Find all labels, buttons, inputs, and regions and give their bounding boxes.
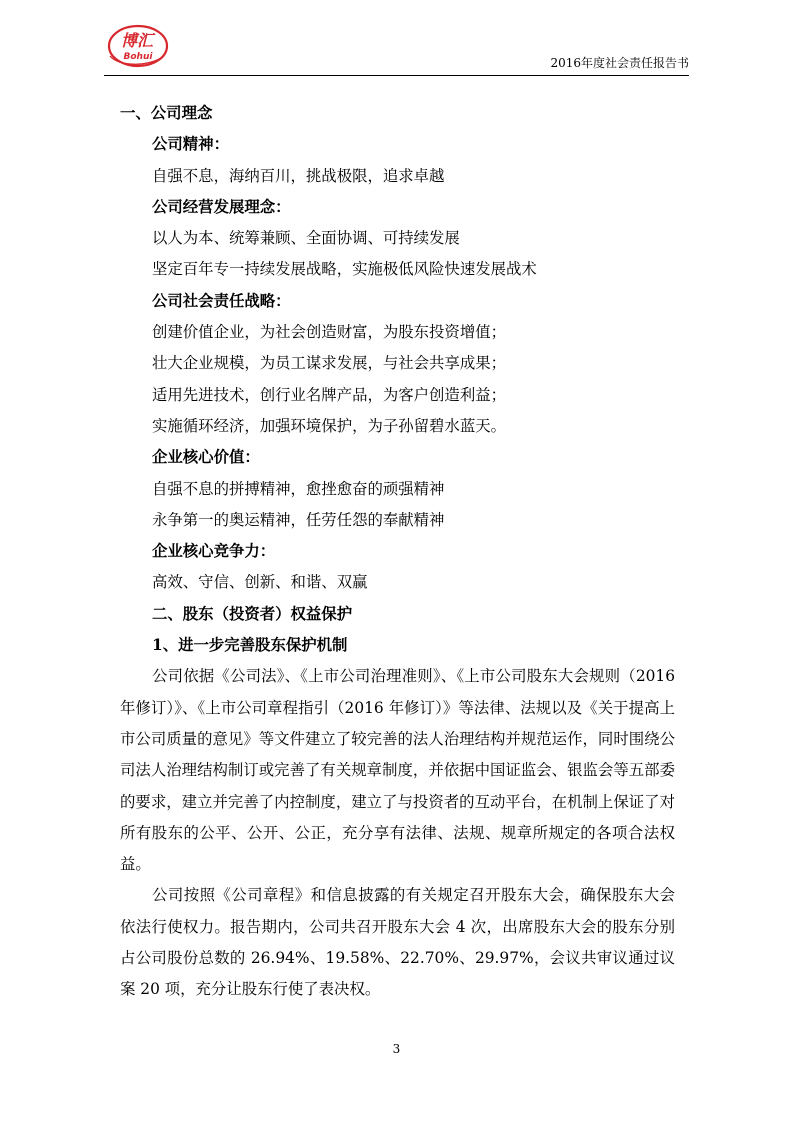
text-line: 自强不息的拼搏精神，愈挫愈奋的顽强精神 bbox=[152, 479, 445, 498]
page-content bbox=[120, 98, 675, 1006]
bohui-logo bbox=[104, 20, 170, 70]
paragraph-shareholder-meetings: 公司按照《公司章程》和信息披露的有关规定召开股东大会，确保股东大会依法行使权力。报告期内，公司共召开股东大会 4 次，出席股东大会的股东分别占公司股份总数的 26.94%、19.58%、22.70%、29.97%，会议共审议通过议案 20 项，充分让股东行使了表决权。 bbox=[120, 886, 675, 999]
paragraph-governance: 公司依据《公司法》、《上市公司治理准则》、《上市公司股东大会规则（2016年修订）》、《上市公司章程指引（2016 年修订）》等法律、法规以及《关于提高上市公司质量的意见》等文件建立了较完善的法人治理结构并规范运作，同时围绕公司法人治理结构制订或完善了有关规章制度，并依据中国证监会、银监会等五部委的要求，建立并完善了内控制度，建立了与投资者的互动平台，在机制上保证了对所有股东的公平、公开、公正，充分享有法律、法规、规章所规定的各项合法权益。 bbox=[120, 667, 675, 874]
page-number: 3 bbox=[392, 1042, 401, 1056]
logo-subtext: Bohui bbox=[123, 52, 153, 62]
text-line: 创建价值企业，为社会创造财富，为股东投资增值； bbox=[152, 323, 506, 342]
subheading-core-competitiveness: 企业核心竞争力： bbox=[152, 542, 276, 561]
section-heading-shareholder-protection: 二、股东（投资者）权益保护 bbox=[152, 604, 353, 623]
report-title: 2016年度社会责任报告书 bbox=[550, 56, 689, 70]
subheading-core-values: 企业核心价值： bbox=[152, 448, 260, 467]
text-line: 壮大企业规模，为员工谋求发展，与社会共享成果； bbox=[152, 354, 506, 373]
subheading-business-philosophy: 公司经营发展理念： bbox=[152, 197, 291, 216]
bohui-logo-mark bbox=[104, 20, 170, 70]
section-heading-company-philosophy: 一、公司理念 bbox=[120, 104, 213, 122]
text-line: 永争第一的奥运精神，任劳任怨的奉献精神 bbox=[152, 510, 445, 529]
text-line: 坚定百年专一持续发展战略，实施极低风险快速发展战术 bbox=[152, 260, 537, 279]
subheading-protection-mechanism: 1、进一步完善股东保护机制 bbox=[152, 636, 348, 655]
text-line: 以人为本、统筹兼顾、全面协调、可持续发展 bbox=[152, 229, 460, 248]
text-line: 自强不息，海纳百川，挑战极限，追求卓越 bbox=[152, 166, 445, 185]
text-line: 适用先进技术，创行业名牌产品，为客户创造利益； bbox=[152, 385, 506, 404]
header-divider bbox=[104, 75, 689, 76]
logo-text: 博汇 bbox=[120, 31, 154, 50]
text-line: 实施循环经济，加强环境保护，为子孙留碧水蓝天。 bbox=[152, 416, 506, 435]
subheading-company-spirit: 公司精神： bbox=[152, 135, 229, 154]
text-line: 高效、守信、创新、和谐、双赢 bbox=[152, 573, 368, 592]
subheading-social-responsibility-strategy: 公司社会责任战略： bbox=[152, 291, 291, 310]
